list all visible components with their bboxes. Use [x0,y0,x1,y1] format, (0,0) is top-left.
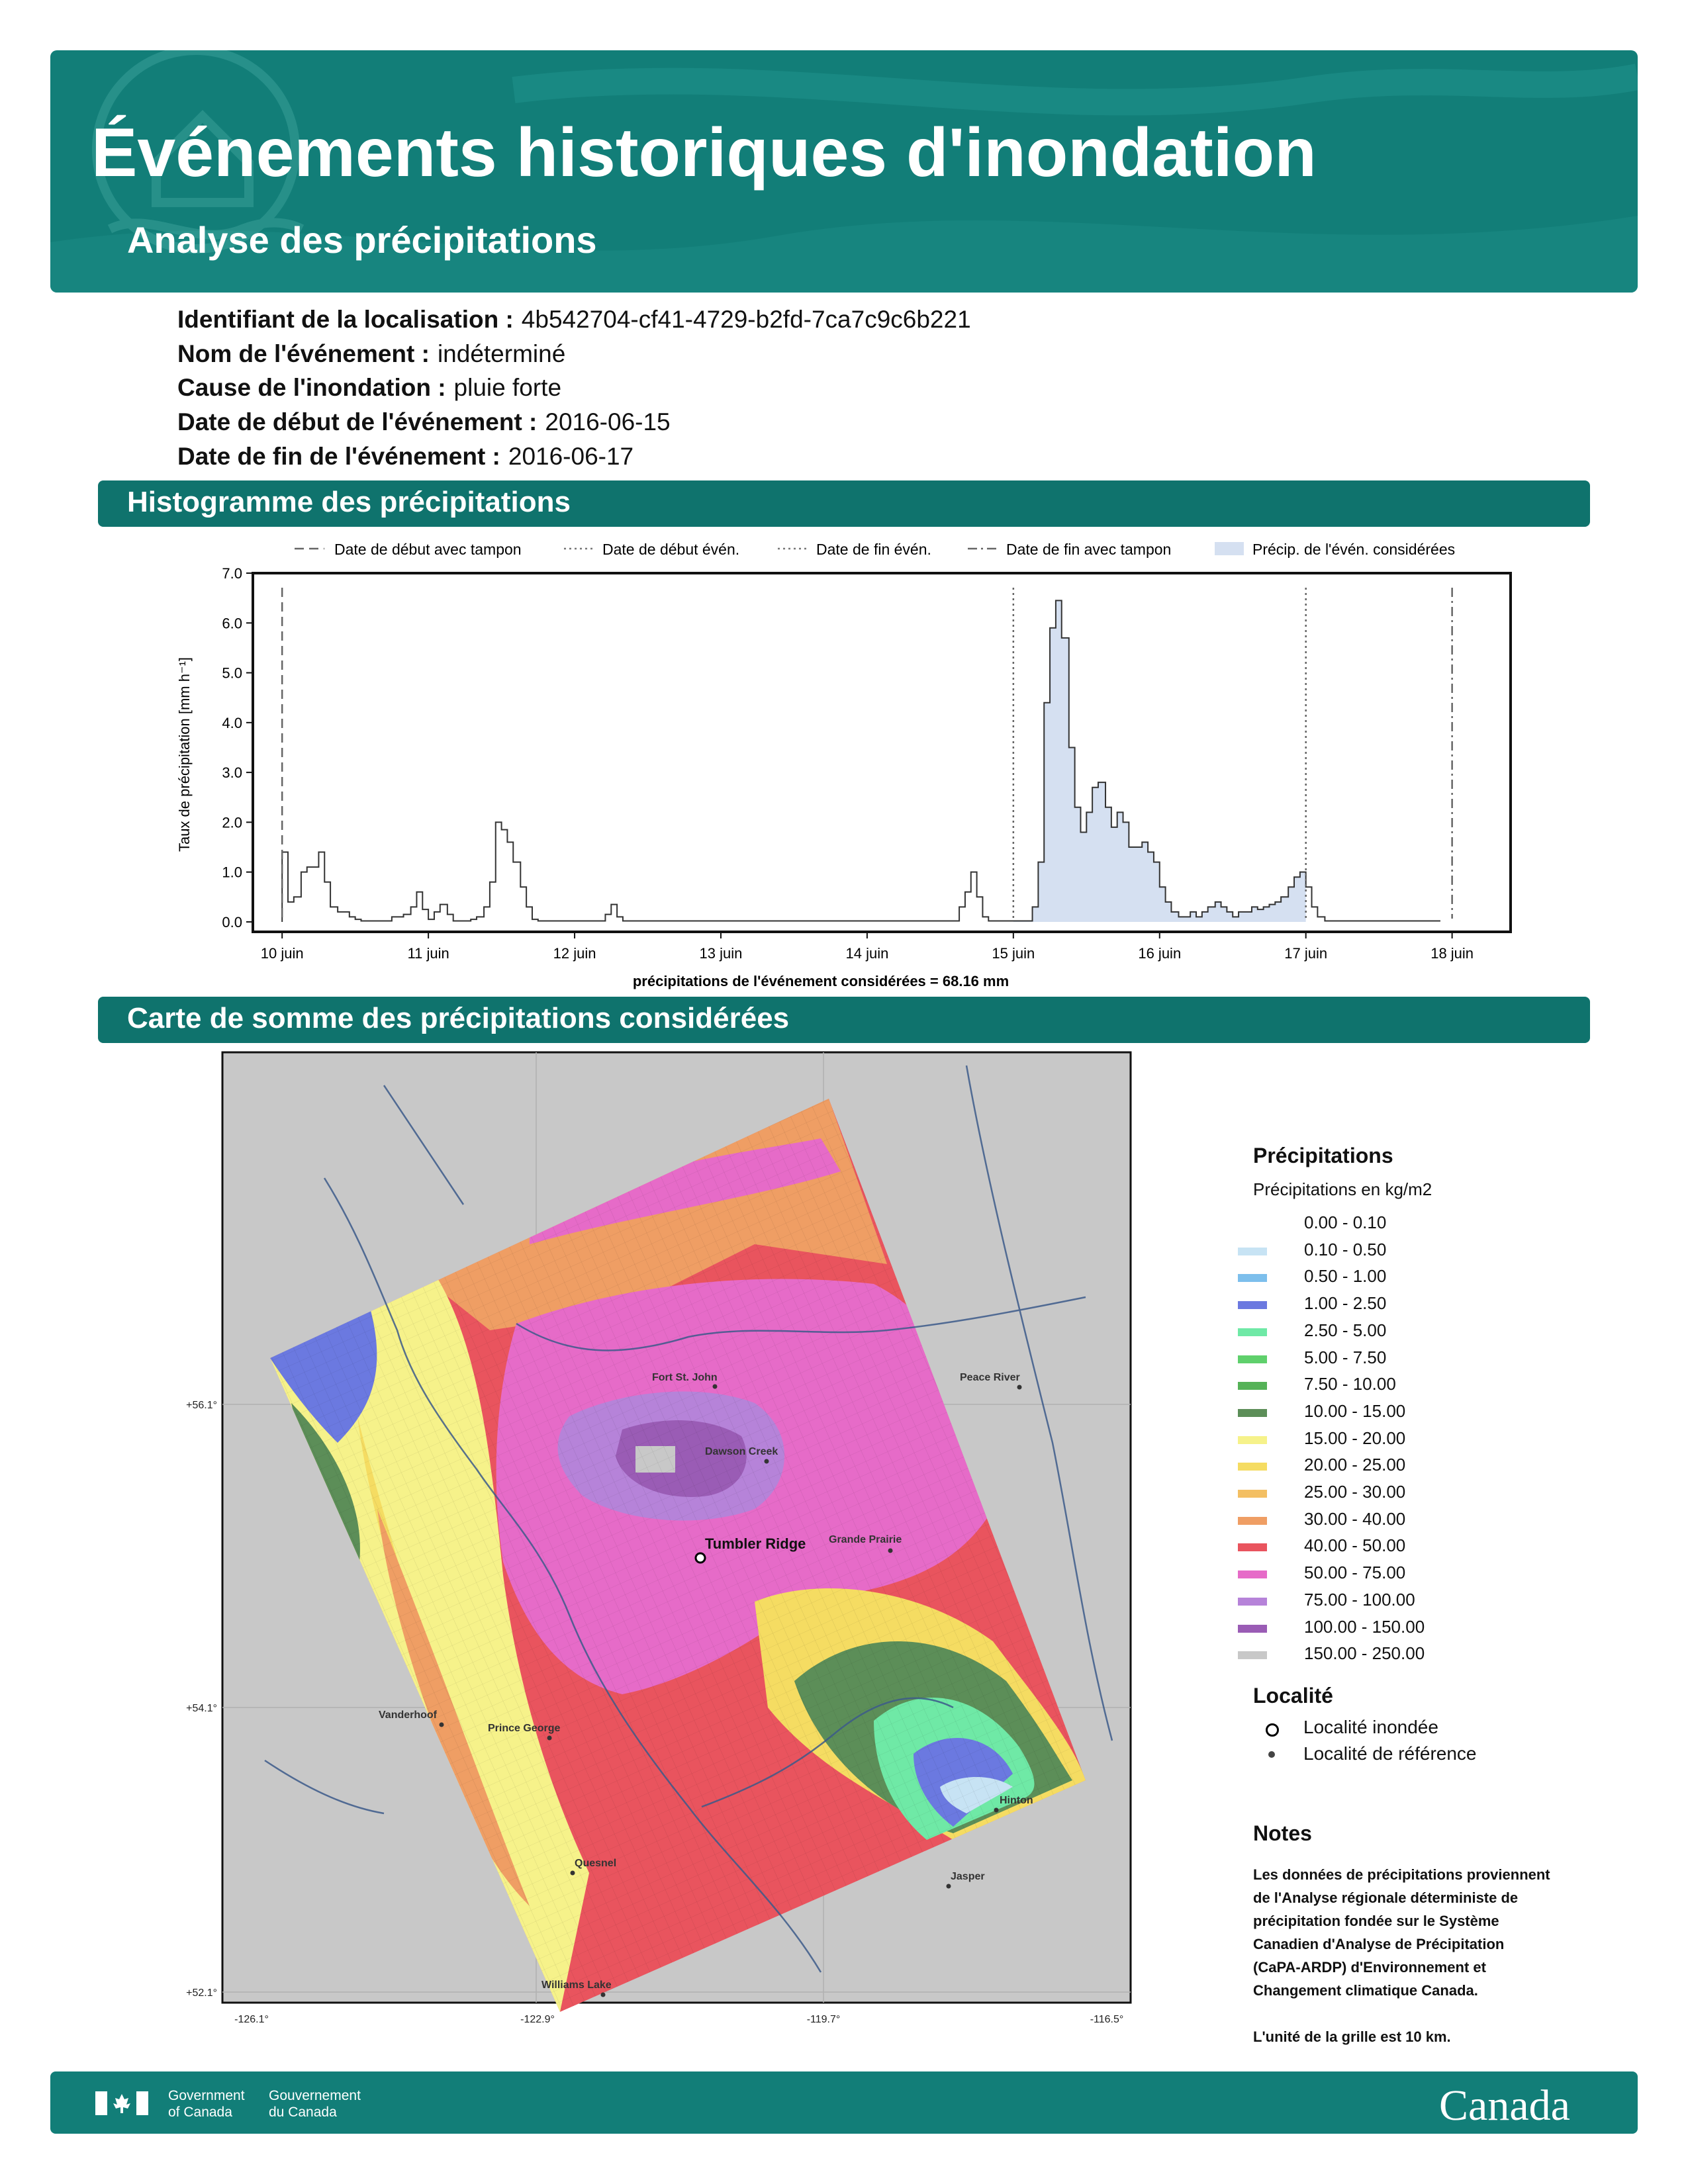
svg-text:Quesnel: Quesnel [575,1858,617,1869]
legend-title: Précipitations [1253,1144,1393,1167]
precipitation-histogram [159,529,1523,993]
x-axis-label: précipitations de l'événement considérées = 68.16 mm [632,973,1009,989]
legend-swatch [1238,1463,1267,1471]
legend-class-label: 5.00 - 7.50 [1304,1347,1387,1367]
svg-text:Fort St. John: Fort St. John [652,1372,718,1383]
legend-event-end: Date de fin évén. [816,541,931,558]
legend-class-label: 30.00 - 40.00 [1304,1508,1406,1529]
gov-en: Government of Canada [168,2088,245,2120]
x-tick-label: 10 juin [260,945,304,962]
legend-swatch [1238,1570,1267,1578]
svg-text:Prince George: Prince George [488,1723,561,1734]
legend-subtitle: Précipitations en kg/m2 [1253,1179,1432,1199]
legend-class-label: 25.00 - 30.00 [1304,1482,1406,1502]
legend-event-fill: Précip. de l'évén. considérées [1252,541,1456,558]
legend-swatch [1238,1517,1267,1525]
legend-swatch [1238,1409,1267,1417]
y-axis-label: Taux de précipitation [mm h⁻¹] [176,657,193,852]
y-tick-label: 6.0 [222,615,242,632]
notes-text: Les données de précipitations proviennent de l'Analyse régionale déterministe de précipitation fondée sur le Système Canadien d'Analyse de Précipitation (CaPA-ARDP) d'Environnement et Changement climatique Canada. L'unité de la grille est 10 km. [1253,1866,1550,2045]
legend-swatch [1238,1382,1267,1390]
legend-event-fill-swatch [1215,542,1244,555]
x-tick-label: 16 juin [1138,945,1182,962]
y-tick-label: 4.0 [222,714,242,731]
gov-fr: Gouvernement du Canada [269,2088,361,2120]
legend-swatch [1238,1220,1267,1228]
x-tick-label: 18 juin [1430,945,1474,962]
x-tick-label: 14 juin [845,945,889,962]
legend-swatch [1238,1490,1267,1498]
legend-class-label: 2.50 - 5.00 [1304,1320,1387,1340]
legend-class-label: 75.00 - 100.00 [1304,1589,1415,1610]
legend-swatch [1238,1328,1267,1336]
svg-text:+56.1°: +56.1° [186,1400,217,1411]
legend-class-label: 10.00 - 15.00 [1304,1400,1406,1421]
svg-text:Grande Prairie: Grande Prairie [829,1534,902,1545]
svg-text:+52.1°: +52.1° [186,1987,217,1999]
legend-swatch [1238,1355,1267,1363]
section-histogram-header: Histogramme des précipitations [98,480,1590,527]
legend-swatch [1238,1543,1267,1551]
legend-class-label: 1.00 - 2.50 [1304,1293,1387,1314]
legend-event-start: Date de début évén. [602,541,740,558]
svg-text:Williams Lake: Williams Lake [541,1979,612,1991]
precipitation-map [159,1046,1165,2065]
canada-flag-icon [95,2091,148,2115]
report-header [50,50,1638,293]
info-event-name: Nom de l'événement : indéterminé [177,340,566,367]
svg-text:Dawson Creek: Dawson Creek [705,1446,778,1457]
info-end-date: Date de fin de l'événement : 2016-06-17 [177,443,634,470]
x-tick-label: 12 juin [553,945,596,962]
y-tick-label: 5.0 [222,664,242,682]
svg-text:Vanderhoof: Vanderhoof [379,1709,438,1721]
legend-swatch [1238,1248,1267,1255]
legend-buffer-end: Date de fin avec tampon [1006,541,1172,558]
legend-reference: Localité de référence [1303,1743,1477,1764]
svg-text:-116.5°: -116.5° [1090,2014,1124,2025]
legend-swatch [1238,1301,1267,1309]
section-map-header: Carte de somme des précipitations considérées [98,997,1590,1043]
y-tick-label: 0.0 [222,913,242,931]
locality-title: Localité [1253,1684,1333,1707]
canada-wordmark: Canada [1439,2081,1570,2130]
svg-text:-126.1°: -126.1° [234,2014,269,2025]
x-tick-label: 11 juin [407,945,449,962]
x-tick-label: 17 juin [1284,945,1328,962]
info-location-id: Identifiant de la localisation : 4b542704-cf41-4729-b2fd-7ca7c9c6b221 [177,306,971,333]
x-tick-label: 15 juin [992,945,1035,962]
legend-swatch [1238,1598,1267,1606]
legend-flooded: Localité inondée [1303,1717,1438,1737]
y-tick-label: 1.0 [222,864,242,881]
legend-buffer-start: Date de début avec tampon [334,541,522,558]
legend-class-label: 7.50 - 10.00 [1304,1374,1396,1394]
y-tick-label: 7.0 [222,565,242,582]
svg-text:Jasper: Jasper [951,1871,985,1882]
legend-class-label: 0.10 - 0.50 [1304,1239,1387,1259]
legend-swatch [1238,1436,1267,1444]
page-title: Événements historiques d'inondation [91,114,1317,191]
legend-class-label: 20.00 - 25.00 [1304,1455,1406,1475]
y-tick-label: 2.0 [222,814,242,831]
svg-text:Peace River: Peace River [960,1372,1020,1383]
svg-text:+54.1°: +54.1° [186,1703,217,1714]
plot-frame [253,573,1511,932]
legend-class-label: 150.00 - 250.00 [1304,1643,1425,1664]
legend-swatch [1238,1651,1267,1659]
x-tick-label: 13 juin [699,945,743,962]
svg-text:Hinton: Hinton [1000,1795,1033,1806]
footer [50,2071,1638,2134]
legend-class-label: 0.50 - 1.00 [1304,1266,1387,1287]
histogram-legend [295,541,1455,558]
legend-class-label: 50.00 - 75.00 [1304,1563,1406,1583]
legend-class-label: 100.00 - 150.00 [1304,1616,1425,1637]
legend-class-label: 15.00 - 20.00 [1304,1428,1406,1448]
notes-title: Notes [1253,1821,1312,1845]
y-tick-label: 3.0 [222,764,242,782]
legend-class-label: 40.00 - 50.00 [1304,1535,1406,1556]
precip-step-line [282,600,1440,922]
info-flood-cause: Cause de l'inondation : pluie forte [177,374,562,401]
svg-text:-119.7°: -119.7° [806,2014,841,2025]
svg-text:-122.9°: -122.9° [520,2014,555,2025]
reference-locality-icon [1268,1751,1275,1758]
svg-text:Tumbler Ridge: Tumbler Ridge [705,1535,806,1552]
page-subtitle: Analyse des précipitations [127,219,597,261]
legend-class-label: 0.00 - 0.10 [1304,1212,1387,1232]
legend-swatch [1238,1274,1267,1282]
legend-swatch [1238,1625,1267,1633]
flooded-locality-icon [1266,1723,1279,1737]
info-start-date: Date de début de l'événement : 2016-06-15 [177,408,671,435]
